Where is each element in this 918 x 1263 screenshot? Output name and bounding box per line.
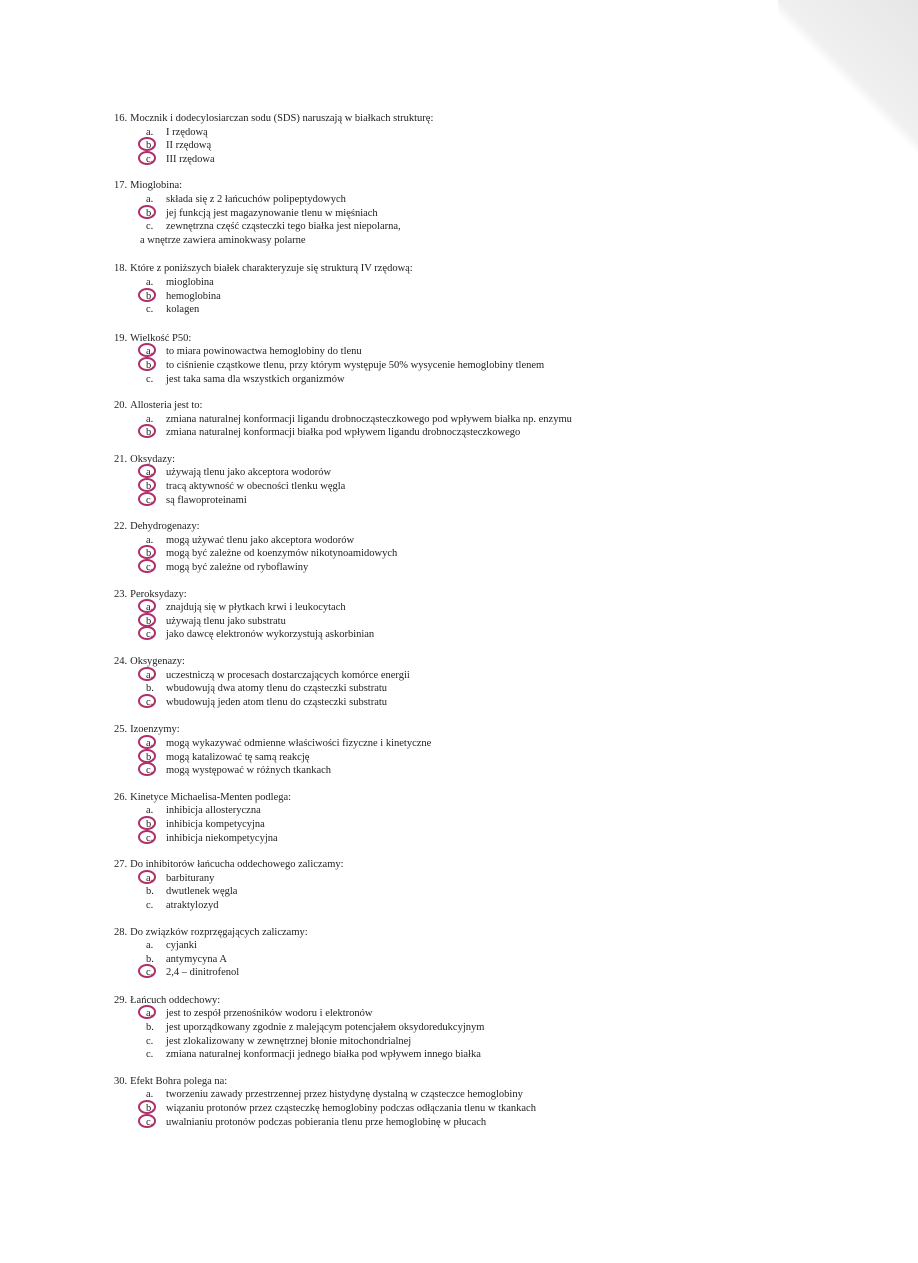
- answer-option: [146, 682, 800, 696]
- question-text: Do inhibitorów łańcucha oddechowego zaliczamy:: [130, 859, 344, 871]
- pen-circle-mark: [138, 735, 156, 749]
- option-letter: b.: [146, 140, 154, 152]
- pen-circle-mark: [138, 830, 156, 844]
- option-letter: c.: [146, 629, 154, 641]
- pen-circle-mark: [138, 1100, 156, 1114]
- answer-option: [146, 615, 800, 629]
- option-letter: c.: [146, 1116, 154, 1128]
- question-text: Oksygenazy:: [130, 656, 185, 667]
- question-text: Oksydazy:: [130, 453, 176, 465]
- question-number: 30.: [114, 1075, 128, 1087]
- option-text: zmiana naturalnej konformacji ligandu drobnocząsteczkowego pod wpływem białka np. enzymu: [166, 413, 572, 425]
- question-title: [114, 179, 800, 193]
- answer-option: [146, 872, 800, 886]
- answer-option: [146, 628, 800, 642]
- option-letter: a.: [146, 193, 154, 205]
- answer-option: [146, 696, 800, 710]
- pen-circle-mark: [138, 205, 156, 219]
- option-text: mogą używać tlenu jako akceptora wodorów: [166, 534, 355, 546]
- option-text: używają tlenu jako akceptora wodorów: [166, 467, 332, 479]
- option-text: wbudowują dwa atomy tlenu do cząsteczki substratu: [166, 683, 388, 695]
- answer-option: [146, 534, 800, 548]
- question-title: [114, 453, 800, 467]
- option-text: to miara powinowactwa hemoglobiny do tlenu: [166, 346, 362, 358]
- option-text: inhibicja niekompetycyjna: [166, 832, 278, 844]
- answer-option: [146, 359, 800, 373]
- question-block: [100, 994, 800, 1062]
- option-text: inhibicja kompetycyjna: [166, 818, 265, 830]
- option-letter: a.: [146, 276, 154, 288]
- answer-option: [146, 193, 800, 207]
- question-block: [100, 112, 800, 166]
- answer-option: [146, 1021, 800, 1035]
- option-letter: c.: [146, 832, 154, 844]
- option-letter: a.: [146, 346, 154, 358]
- answer-option: [146, 207, 800, 221]
- option-letter: a.: [146, 1008, 154, 1020]
- option-letter: a.: [146, 737, 154, 749]
- answer-option: [146, 373, 800, 387]
- option-text: jako dawcę elektronów wykorzystują askorbinian: [166, 629, 375, 641]
- question-number: 17.: [114, 180, 128, 192]
- answer-option: [146, 737, 800, 751]
- option-letter: c.: [146, 304, 154, 316]
- option-letter: b.: [146, 683, 154, 695]
- option-text: 2,4 – dinitrofenol: [166, 967, 240, 979]
- pen-circle-mark: [138, 559, 156, 573]
- option-letter: a.: [146, 413, 154, 425]
- option-letter: c.: [146, 696, 154, 708]
- option-text: dwutlenek węgla: [166, 886, 238, 898]
- question-text: Które z poniższych białek charakteryzuje się strukturą IV rzędową:: [130, 263, 413, 275]
- option-text: używają tlenu jako substratu: [166, 615, 286, 627]
- option-letter: b.: [146, 1103, 154, 1115]
- option-text: inhibicja allosteryczna: [166, 805, 261, 817]
- option-letter: c.: [146, 221, 154, 233]
- question-text: Łańcuch oddechowy:: [130, 994, 221, 1006]
- question-title: [114, 723, 800, 737]
- question-title: [114, 399, 800, 413]
- question-block: [100, 858, 800, 912]
- option-text: zmiana naturalnej konformacji białka pod wpływem ligandu drobnocząsteczkowego: [166, 427, 521, 439]
- question-number: 26.: [114, 791, 128, 803]
- question-number: 16.: [114, 113, 128, 124]
- pen-circle-mark: [138, 151, 156, 165]
- answer-option: [146, 1116, 800, 1130]
- option-text: mogą występować w różnych tkankach: [166, 765, 332, 777]
- question-block: [100, 723, 800, 777]
- answer-option: [146, 547, 800, 561]
- question-title: [114, 926, 800, 940]
- pen-circle-mark: [138, 478, 156, 492]
- question-title: [114, 994, 800, 1008]
- option-letter: b.: [146, 818, 154, 830]
- answer-option: [146, 426, 800, 440]
- option-letter: c.: [146, 1035, 154, 1047]
- option-letter: c.: [146, 967, 154, 979]
- option-letter: b.: [146, 953, 154, 965]
- pen-circle-mark: [138, 357, 156, 371]
- option-text: mioglobina: [166, 276, 214, 288]
- answer-option: [146, 764, 800, 778]
- option-text: są flawoproteinami: [166, 494, 247, 506]
- option-letter: b.: [146, 886, 154, 898]
- question-title: [114, 791, 800, 805]
- question-number: 23.: [114, 588, 128, 600]
- question-title: [114, 332, 800, 346]
- option-text: jest uporządkowany zgodnie z malejącym potencjałem oksydoredukcyjnym: [166, 1022, 485, 1034]
- question-text: Allosteria jest to:: [130, 400, 203, 412]
- option-text: zewnętrzna część cząsteczki tego białka jest niepolarna,: [166, 221, 401, 233]
- question-block: [100, 453, 800, 507]
- option-letter: b.: [146, 1022, 154, 1034]
- question-text: Mocznik i dodecylosiarczan sodu (SDS) naruszają w białkach strukturę:: [130, 113, 434, 124]
- answer-option: [146, 1007, 800, 1021]
- option-text: znajdują się w płytkach krwi i leukocytach: [166, 602, 346, 614]
- option-letter: c.: [146, 899, 154, 911]
- option-text: II rzędową: [166, 140, 212, 152]
- option-text: barbiturany: [166, 872, 215, 884]
- option-text: jest zlokalizowany w zewnętrznej błonie mitochondrialnej: [166, 1035, 412, 1047]
- question-block: [100, 926, 800, 980]
- pen-circle-mark: [138, 613, 156, 627]
- answer-option: [146, 494, 800, 508]
- option-letter: a.: [146, 872, 154, 884]
- option-text: atraktylozyd: [166, 899, 219, 911]
- answer-option: [146, 466, 800, 480]
- option-letter: b.: [146, 427, 154, 439]
- option-text: jest taka sama dla wszystkich organizmów: [166, 373, 345, 385]
- answer-option: [146, 345, 800, 359]
- answer-option: [146, 899, 800, 913]
- option-letter: a.: [146, 940, 154, 952]
- option-text: składa się z 2 łańcuchów polipeptydowych: [166, 193, 346, 205]
- option-text: uczestniczą w procesach dostarczających komórce energii: [166, 669, 410, 681]
- option-text: jest to zespół przenośników wodoru i elektronów: [166, 1008, 373, 1020]
- answer-option: [146, 480, 800, 494]
- option-letter: b.: [146, 290, 154, 302]
- question-block: [100, 588, 800, 642]
- question-title: [114, 858, 800, 872]
- option-letter: a.: [146, 534, 154, 546]
- question-title: [114, 655, 800, 669]
- answer-option: [146, 303, 800, 317]
- option-letter: c.: [146, 562, 154, 574]
- option-letter: a.: [146, 805, 154, 817]
- option-text: to ciśnienie cząstkowe tlenu, przy którym występuje 50% wysycenie hemoglobiny tlenem: [166, 359, 545, 371]
- question-text: Do związków rozprzęgających zaliczamy:: [130, 926, 308, 938]
- question-number: 21.: [114, 453, 128, 465]
- answer-option: [146, 1048, 800, 1062]
- option-text: wbudowują jeden atom tlenu do cząsteczki substratu: [166, 696, 388, 708]
- option-letter: c.: [146, 1049, 154, 1061]
- answer-option: [146, 1088, 800, 1102]
- question-block: [100, 791, 800, 845]
- option-text: I rzędową: [166, 126, 208, 138]
- answer-option: [146, 290, 800, 304]
- answer-option: [146, 939, 800, 953]
- option-text: tworzeniu zawady przestrzennej przez histydynę dystalną w cząsteczce hemoglobiny: [166, 1089, 523, 1101]
- question-block: [100, 520, 800, 574]
- option-letter: a.: [146, 126, 154, 138]
- answer-option: [146, 413, 800, 427]
- question-block: [100, 399, 800, 440]
- answer-option: [146, 139, 800, 153]
- option-text: kolagen: [166, 304, 200, 316]
- question-block: [100, 262, 800, 316]
- pen-circle-mark: [138, 749, 156, 763]
- question-number: 27.: [114, 859, 128, 871]
- question-number: 29.: [114, 994, 128, 1006]
- pen-circle-mark: [138, 870, 156, 884]
- answer-option: [146, 953, 800, 967]
- question-title: [114, 112, 800, 126]
- question-text: Peroksydazy:: [130, 588, 187, 600]
- answer-option: [146, 1035, 800, 1049]
- answer-option: [146, 601, 800, 615]
- question-number: 19.: [114, 332, 128, 344]
- question-text: Wielkość P50:: [130, 332, 192, 344]
- option-text: mogą wykazywać odmienne właściwości fizyczne i kinetyczne: [166, 737, 432, 749]
- option-text: antymycyna A: [166, 953, 227, 965]
- question-number: 25.: [114, 724, 128, 736]
- question-title: [114, 588, 800, 602]
- pen-circle-mark: [138, 492, 156, 506]
- answer-option: [146, 804, 800, 818]
- answer-option: [146, 669, 800, 683]
- question-block: [100, 332, 800, 386]
- pen-circle-mark: [138, 667, 156, 681]
- question-text: Efekt Bohra polega na:: [130, 1075, 228, 1087]
- option-text: cyjanki: [166, 940, 197, 952]
- option-text: mogą być zależne od koenzymów nikotynoamidowych: [166, 548, 398, 560]
- option-letter: b.: [146, 207, 154, 219]
- option-text: jej funkcją jest magazynowanie tlenu w mięśniach: [166, 207, 378, 219]
- question-block: [100, 179, 800, 247]
- option-text: wiązaniu protonów przez cząsteczkę hemoglobiny podczas odłączania tlenu w tkankach: [166, 1103, 536, 1115]
- answer-option: [146, 153, 800, 167]
- test-page: [100, 112, 800, 1129]
- option-letter: c.: [146, 494, 154, 506]
- pen-circle-mark: [138, 288, 156, 302]
- pen-circle-mark: [138, 694, 156, 708]
- option-letter: b.: [146, 615, 154, 627]
- question-text: Dehydrogenazy:: [130, 521, 200, 533]
- option-letter: a.: [146, 1089, 154, 1101]
- option-text: hemoglobina: [166, 290, 221, 302]
- answer-option: [146, 220, 800, 234]
- option-letter: a.: [146, 467, 154, 479]
- option-text: mogą być zależne od ryboflawiny: [166, 562, 309, 574]
- answer-option: [146, 885, 800, 899]
- option-letter: a.: [146, 602, 154, 614]
- pen-circle-mark: [138, 1114, 156, 1128]
- question-number: 22.: [114, 521, 128, 533]
- answer-option: [146, 561, 800, 575]
- pen-circle-mark: [138, 816, 156, 830]
- option-continuation: a wnętrze zawiera aminokwasy polarne: [140, 234, 306, 246]
- question-block: [100, 1075, 800, 1129]
- question-text: Mioglobina:: [130, 180, 183, 192]
- option-letter: b.: [146, 359, 154, 371]
- question-number: 28.: [114, 926, 128, 938]
- answer-option: [146, 126, 800, 140]
- option-text: III rzędowa: [166, 153, 215, 165]
- answer-option: [146, 276, 800, 290]
- question-title: [114, 520, 800, 534]
- question-text: Kinetyce Michaelisa-Menten podlega:: [130, 791, 292, 803]
- answer-option: [146, 818, 800, 832]
- question-title: [114, 262, 800, 276]
- option-letter: c.: [146, 373, 154, 385]
- answer-option: [146, 832, 800, 846]
- option-letter: b.: [146, 751, 154, 763]
- question-number: 20.: [114, 400, 128, 412]
- question-number: 24.: [114, 656, 128, 667]
- answer-option: [146, 1102, 800, 1116]
- answer-option: [146, 966, 800, 980]
- question-text: Izoenzymy:: [130, 724, 180, 736]
- option-text: mogą katalizować tę samą reakcję: [166, 751, 310, 763]
- question-block: [100, 655, 800, 709]
- option-letter: c.: [146, 153, 154, 165]
- option-letter: b.: [146, 481, 154, 493]
- question-number: 18.: [114, 263, 128, 275]
- option-text: zmiana naturalnej konformacji jednego białka pod wpływem innego białka: [166, 1049, 481, 1061]
- option-text: tracą aktywność w obecności tlenku węgla: [166, 481, 346, 493]
- option-letter: b.: [146, 548, 154, 560]
- question-title: [114, 1075, 800, 1089]
- option-letter: a.: [146, 669, 154, 681]
- option-text: uwalnianiu protonów podczas pobierania tlenu prze hemoglobinę w płucach: [166, 1116, 487, 1128]
- answer-option: [146, 751, 800, 765]
- option-letter: c.: [146, 765, 154, 777]
